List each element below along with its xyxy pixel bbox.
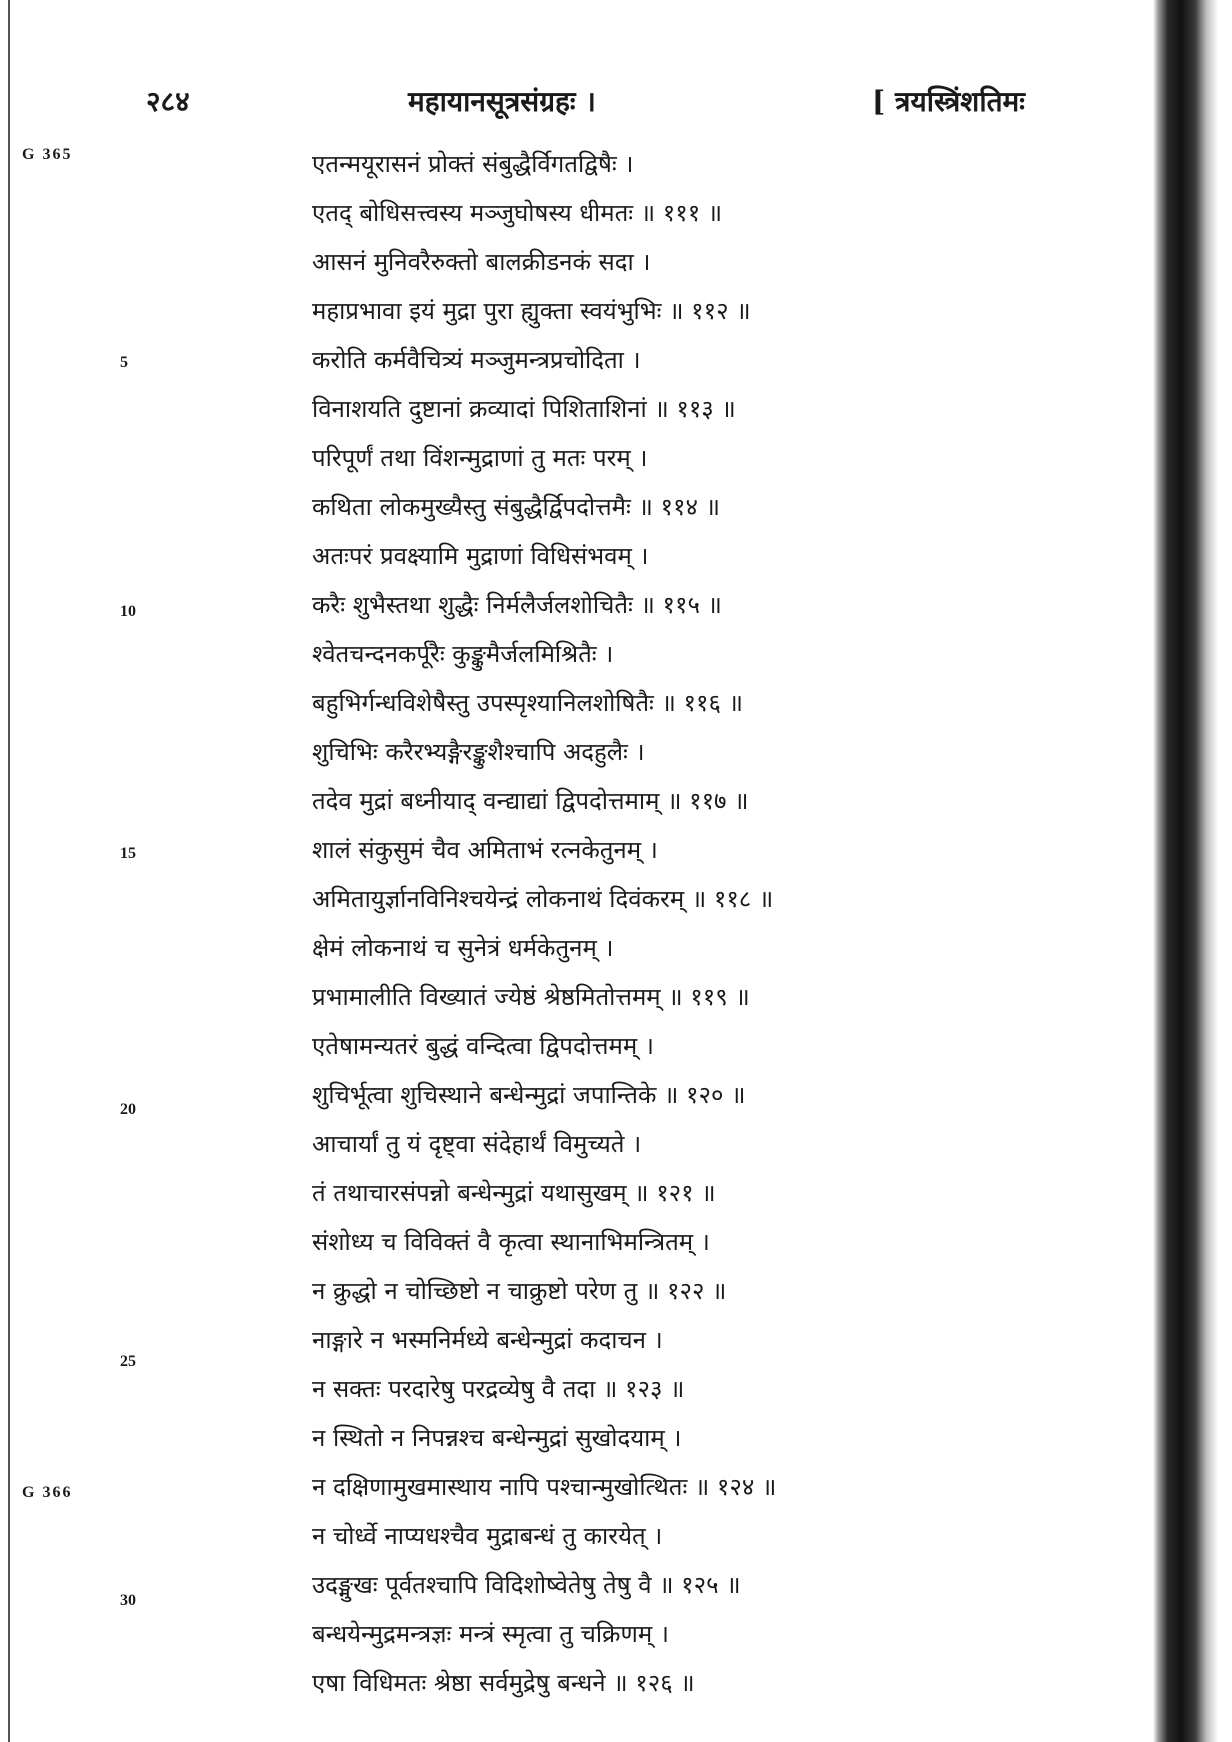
verse-line: परिपूर्णं तथा विंशन्मुद्राणां तु मतः परम् । <box>312 444 648 472</box>
verse-line: एतन्मयूरासनं प्रोक्तं संबुद्धैर्विगतद्विषैः । <box>312 150 634 178</box>
line-number: 15 <box>120 845 136 862</box>
verse-line: क्षेमं लोकनाथं च सुनेत्रं धर्मकेतुनम् । <box>312 934 614 962</box>
verse-line: शुचिभिः करैरभ्यङ्गैरङ्कुशैश्चापि अदहुलैः । <box>312 738 645 766</box>
verse-line: आसनं मुनिवरैरुक्तो बालक्रीडनकं सदा । <box>312 248 651 276</box>
verse-line: शुचिर्भूत्वा शुचिस्थाने बन्धेन्मुद्रां जपान्तिके ॥ १२० ॥ <box>312 1081 746 1109</box>
verse-line: बहुभिर्गन्धविशेषैस्तु उपस्पृश्यानिलशोषितैः ॥ ११६ ॥ <box>312 689 743 717</box>
line-number: 20 <box>120 1101 136 1118</box>
verse-line: कथिता लोकमुख्यैस्तु संबुद्धैर्द्विपदोत्तमैः ॥ ११४ ॥ <box>312 493 720 521</box>
verse-line: न सक्तः परदारेषु परद्रव्येषु वै तदा ॥ १२३ ॥ <box>312 1375 685 1403</box>
verse-line: उदङ्मुखः पूर्वतश्चापि विदिशोष्वेतेषु तेषु वै ॥ १२५ ॥ <box>312 1571 741 1599</box>
chapter-title: [ त्रयस्त्रिंशतिमः <box>872 85 1025 118</box>
verse-line: नाङ्गारे न भस्मनिर्मध्ये बन्धेन्मुद्रां कदाचन । <box>312 1326 663 1354</box>
verse-line: अतःपरं प्रवक्ष्यामि मुद्राणां विधिसंभवम् । <box>312 542 649 570</box>
book-binding-shadow <box>1140 0 1232 1742</box>
verse-line: न चोर्ध्वे नाप्यधश्चैव मुद्राबन्धं तु कारयेत् । <box>312 1522 663 1550</box>
verse-line: महाप्रभावा इयं मुद्रा पुरा ह्युक्ता स्वयंभुभिः ॥ ११२ ॥ <box>312 297 751 325</box>
verse-line: संशोध्य च विविक्तं वै कृत्वा स्थानाभिमन्त्रितम् । <box>312 1228 710 1256</box>
line-number: 30 <box>120 1592 136 1609</box>
line-number: 25 <box>120 1353 136 1370</box>
verse-line: न दक्षिणामुखमास्थाय नापि पश्चान्मुखोत्थितः ॥ १२४ ॥ <box>312 1473 777 1501</box>
verse-line: करैः शुभैस्तथा शुद्धैः निर्मलैर्जलशोचितैः ॥ ११५ ॥ <box>312 591 722 619</box>
gutter-ref: G 366 <box>22 1484 73 1501</box>
verse-line: बन्धयेन्मुद्रमन्त्रज्ञः मन्त्रं स्मृत्वा तु चक्रिणम् । <box>312 1620 669 1648</box>
page-number: २८४ <box>146 85 190 118</box>
verse-line: आचार्यां तु यं दृष्ट्वा संदेहार्थं विमुच्यते । <box>312 1130 642 1158</box>
verse-line: एषा विधिमतः श्रेष्ठा सर्वमुद्रेषु बन्धने ॥ १२६ ॥ <box>312 1669 695 1697</box>
line-number: 10 <box>120 603 136 620</box>
line-number: 5 <box>120 354 128 371</box>
verse-line: विनाशयति दुष्टानां क्रव्यादां पिशिताशिनां ॥ ११३ ॥ <box>312 395 736 423</box>
verse-line: तदेव मुद्रां बध्नीयाद् वन्द्याद्यां द्विपदोत्तमाम् ॥ ११७ ॥ <box>312 787 749 815</box>
verse-line: न क्रुद्धो न चोच्छिष्टो न चाक्रुष्टो परेण तु ॥ १२२ ॥ <box>312 1277 727 1305</box>
verse-line: श्वेतचन्दनकर्पूरैः कुङ्कुमैर्जलमिश्रितैः । <box>312 640 614 668</box>
book-title: महायानसूत्रसंग्रहः । <box>408 85 596 118</box>
verse-line: न स्थितो न निपन्नश्च बन्धेन्मुद्रां सुखोदयाम् । <box>312 1424 682 1452</box>
verse-line: प्रभामालीति विख्यातं ज्येष्ठं श्रेष्ठमितोत्तमम् ॥ ११९ ॥ <box>312 983 750 1011</box>
running-header <box>0 82 1140 122</box>
verse-line: करोति कर्मवैचित्र्यं मञ्जुमन्त्रप्रचोदिता । <box>312 346 641 374</box>
verse-line: एतद् बोधिसत्त्वस्य मञ्जुघोषस्य धीमतः ॥ १११ ॥ <box>312 199 723 227</box>
verse-line: शालं संकुसुमं चैव अमिताभं रत्नकेतुनम् । <box>312 836 658 864</box>
gutter-ref: G 365 <box>22 146 73 163</box>
verse-line: अमितायुर्ज्ञानविनिश्चयेन्द्रं लोकनाथं दिवंकरम् ॥ ११८ ॥ <box>312 885 774 913</box>
verse-line: तं तथाचारसंपन्नो बन्धेन्मुद्रां यथासुखम् ॥ १२१ ॥ <box>312 1179 716 1207</box>
left-edge-rule <box>8 0 10 1742</box>
verse-line: एतेषामन्यतरं बुद्धं वन्दित्वा द्विपदोत्तमम् । <box>312 1032 654 1060</box>
